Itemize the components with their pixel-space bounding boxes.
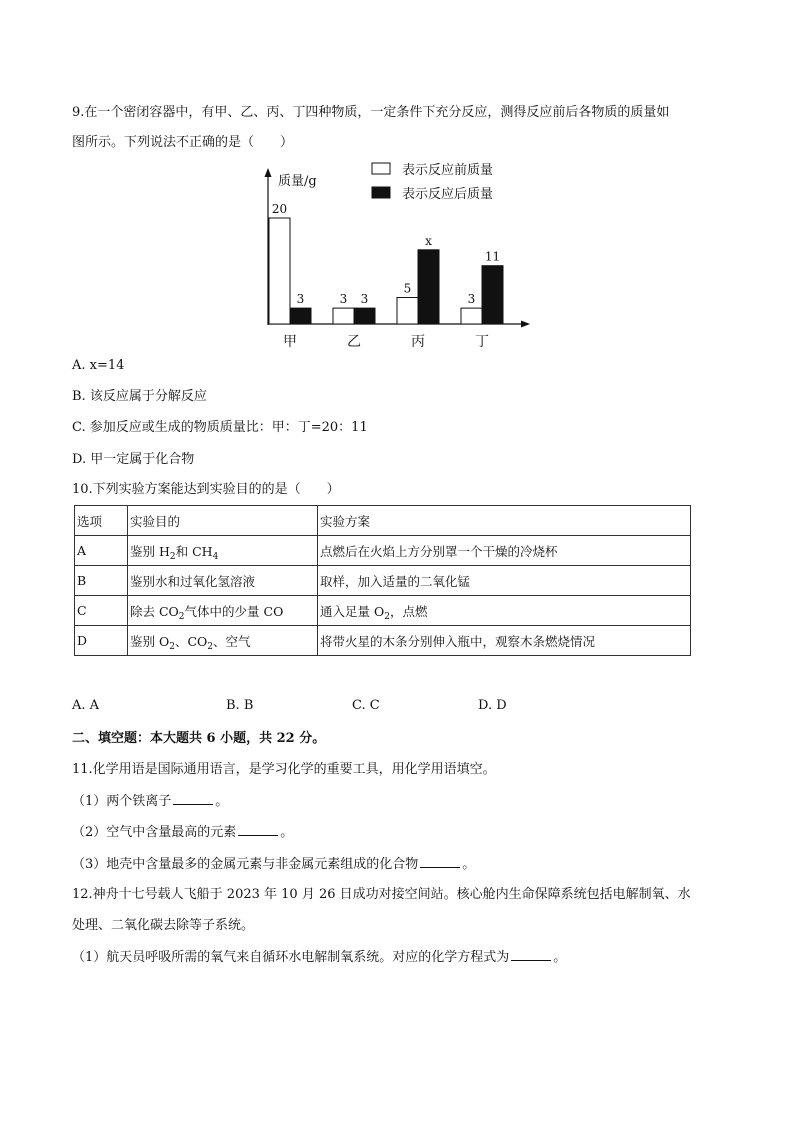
- data-label: 3: [339, 292, 348, 307]
- legend-label-after: 表示反应后质量: [402, 187, 494, 202]
- experiment-table: [74, 505, 691, 656]
- bar-after-0: [290, 308, 311, 324]
- q10-option-b: B. B: [226, 698, 254, 713]
- answer-blank[interactable]: [511, 948, 551, 961]
- q9-option-b: B. 该反应属于分解反应: [72, 389, 207, 404]
- row-option: B: [75, 566, 128, 596]
- row-plan: 将带火星的木条分别伸入瓶中，观察木条燃烧情况: [318, 626, 691, 656]
- legend-swatch-before: [372, 163, 390, 174]
- table-row: [75, 536, 691, 566]
- header-purpose: 实验目的: [128, 506, 318, 536]
- q9-option-d: D. 甲一定属于化合物: [72, 452, 195, 467]
- bar-after-1: [354, 308, 375, 324]
- category-label: 甲: [283, 334, 297, 350]
- q9-stem-line1: 9.在一个密闭容器中，有甲、乙、丙、丁四种物质，一定条件下充分反应，测得反应前后各物质的质量如: [72, 105, 670, 120]
- row-purpose: 鉴别 $O_2$、$CO_2$、空气: [128, 626, 318, 656]
- data-label: 3: [467, 292, 476, 307]
- q9-option-c: C. 参加反应或生成的物质质量比：甲：丁=20：11: [72, 420, 368, 435]
- answer-blank[interactable]: [173, 792, 213, 805]
- row-option: C: [75, 596, 128, 626]
- row-purpose: 鉴别 $H_2$和 $CH_4$: [128, 536, 318, 566]
- data-label: 3: [360, 292, 369, 307]
- row-plan: 通入足量 $O_2$，点燃: [318, 596, 691, 626]
- legend-label-before: 表示反应前质量: [402, 163, 494, 178]
- bar-before-3: [461, 308, 482, 324]
- row-option: D: [75, 626, 128, 656]
- row-purpose: 鉴别水和过氧化氢溶液: [128, 566, 318, 596]
- q11-stem: 11.化学用语是国际通用语言，是学习化学的重要工具，用化学用语填空。: [72, 762, 496, 777]
- q10-option-a: A. A: [72, 698, 100, 713]
- bar-after-2: [418, 250, 439, 324]
- q10-option-d: D. D: [478, 698, 507, 713]
- row-purpose: 除去 $CO_2$气体中的少量 CO: [128, 596, 318, 626]
- row-plan: 点燃后在火焰上方分别罩一个干燥的冷烧杯: [318, 536, 691, 566]
- table-row: [75, 566, 691, 596]
- answer-blank[interactable]: [420, 855, 460, 868]
- y-axis-arrow: [265, 168, 272, 177]
- bar-before-1: [333, 308, 354, 324]
- y-axis-label: 质量/g: [278, 174, 317, 189]
- q12-sub1: （1）航天员呼吸所需的氧气来自循环水电解制氧系统。对应的化学方程式为 。: [72, 950, 567, 965]
- q9-option-a: A. x=14: [72, 358, 125, 373]
- data-label: x: [425, 233, 432, 248]
- header-option: 选项: [75, 506, 128, 536]
- data-label: 11: [484, 249, 501, 264]
- q12-line2: 处理、二氧化碳去除等子系统。: [72, 918, 255, 933]
- section-heading: 二、填空题：本大题共 6 小题，共 22 分。: [72, 731, 326, 746]
- table-row: [75, 596, 691, 626]
- header-plan: 实验方案: [318, 506, 691, 536]
- bar-before-0: [269, 218, 290, 324]
- q11-sub3: （3）地壳中含量最多的金属元素与非金属元素组成的化合物 。: [72, 857, 476, 872]
- category-label: 丁: [475, 334, 489, 350]
- q9-stem-line2: 图所示。下列说法不正确的是（ ）: [72, 135, 294, 150]
- q11-sub1: （1）两个铁离子 。: [72, 794, 229, 809]
- bar-group: [269, 202, 503, 350]
- q11-sub2: （2）空气中含量最高的元素 。: [72, 825, 294, 840]
- q10-option-c: C. C: [352, 698, 380, 713]
- bar-before-2: [397, 298, 418, 325]
- data-label: 5: [403, 281, 412, 296]
- category-label: 丙: [411, 334, 425, 350]
- table-header-row: [75, 506, 691, 536]
- category-label: 乙: [347, 334, 361, 350]
- row-option: A: [75, 536, 128, 566]
- answer-blank[interactable]: [238, 823, 278, 836]
- table-row: [75, 626, 691, 656]
- row-plan: 取样，加入适量的二氧化锰: [318, 566, 691, 596]
- data-label: 20: [271, 202, 288, 216]
- data-label: 3: [296, 292, 305, 307]
- x-axis-arrow: [521, 321, 530, 328]
- q12-line1: 12.神舟十七号载人飞船于 2023 年 10 月 26 日成功对接空间站。核心舱内生命保障系统包括电解制氧、水: [72, 887, 691, 902]
- mass-bar-chart: [250, 150, 550, 360]
- bar-after-3: [482, 266, 503, 324]
- legend-swatch-after: [372, 187, 390, 198]
- q10-stem: 10.下列实验方案能达到实验目的的是（ ）: [72, 482, 340, 497]
